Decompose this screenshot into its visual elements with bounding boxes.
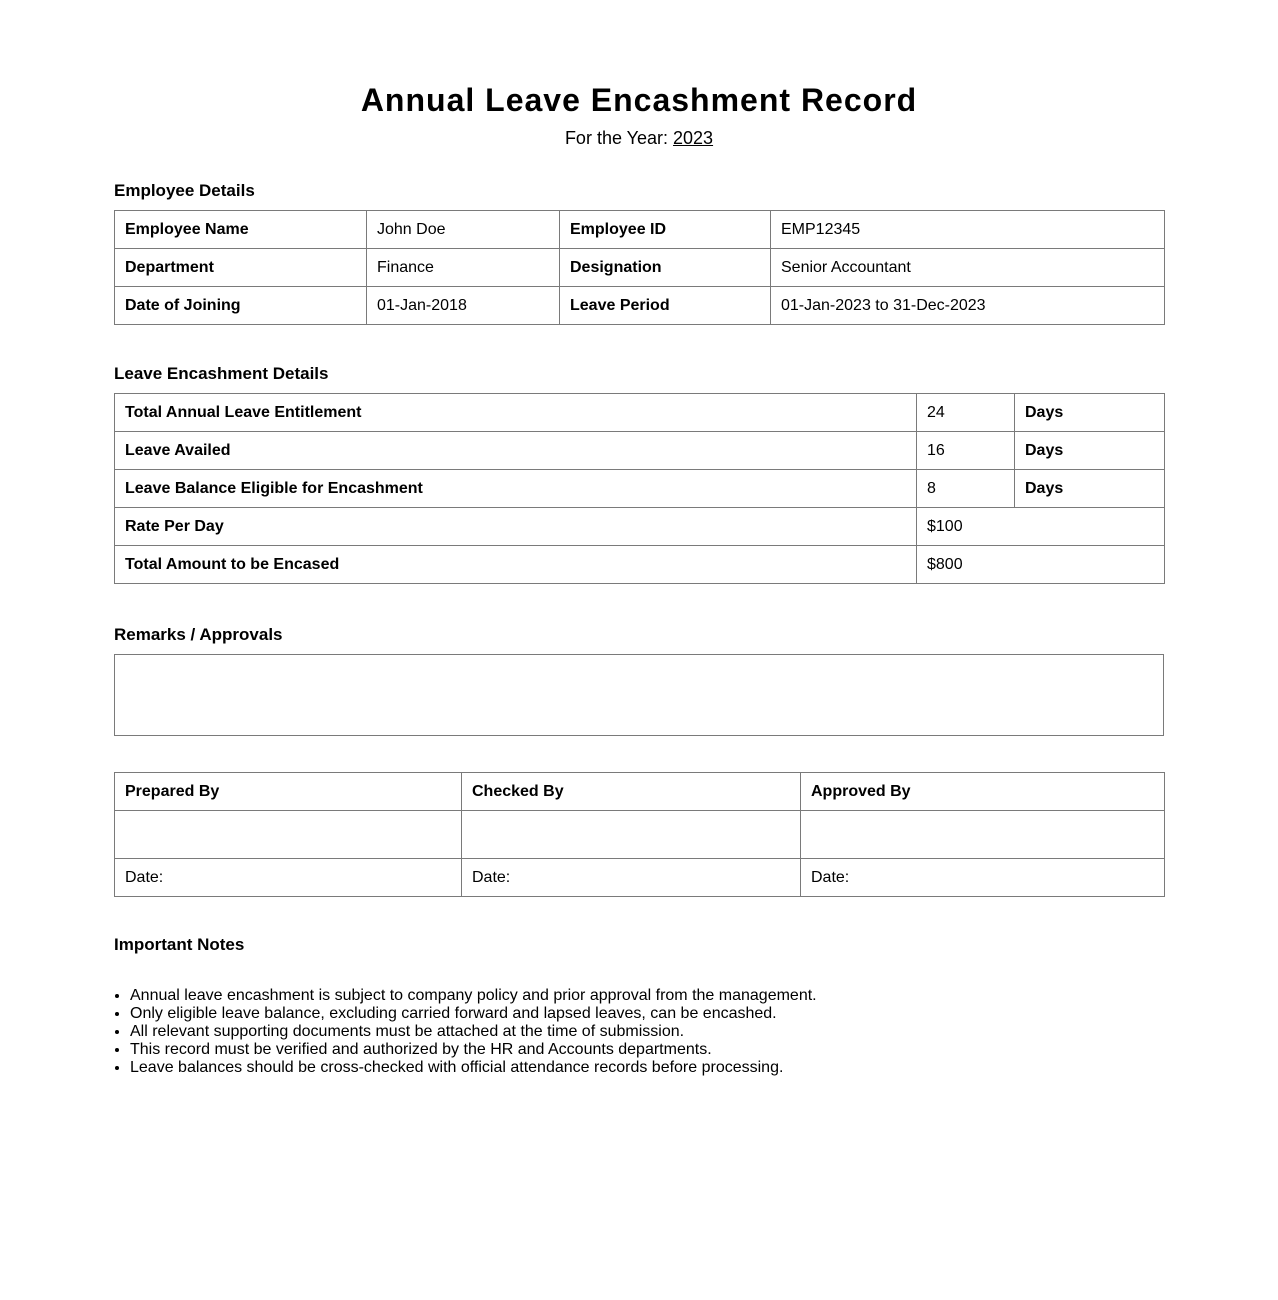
list-item: • Annual leave encashment is subject to company policy and prior approval from the management.	[130, 987, 1180, 1005]
table-row	[115, 811, 1165, 859]
designation-label: Designation	[560, 249, 771, 287]
table-row	[115, 394, 1165, 432]
employee-id-value: EMP12345	[771, 211, 1165, 249]
leave-period-label: Leave Period	[560, 287, 771, 325]
table-row	[115, 546, 1165, 584]
department-label: Department	[115, 249, 367, 287]
subtitle-year: 2023	[673, 128, 714, 148]
remarks-heading: Remarks / Approvals	[114, 625, 283, 644]
leave-availed-label: Leave Availed	[115, 432, 917, 470]
leave-period-value: 01-Jan-2023 to 31-Dec-2023	[771, 287, 1165, 325]
table-row	[115, 470, 1165, 508]
checked-by-label: Checked By	[462, 773, 801, 811]
total-entitlement-label: Total Annual Leave Entitlement	[115, 394, 917, 432]
table-row	[115, 287, 1165, 325]
list-item: • Leave balances should be cross-checked with official attendance records before processing.	[130, 1059, 1180, 1077]
table-row	[115, 249, 1165, 287]
total-amount-value: $800	[917, 546, 1165, 584]
notes-heading: Important Notes	[114, 935, 245, 954]
table-row	[115, 508, 1165, 546]
rate-per-day-value: $100	[917, 508, 1165, 546]
document-title: Annual Leave Encashment Record	[360, 82, 918, 118]
employee-details-table	[114, 210, 1165, 325]
list-item: • All relevant supporting documents must be attached at the time of submission.	[130, 1023, 1180, 1041]
document-subtitle	[0, 126, 1278, 150]
notes-list	[114, 987, 1180, 1077]
encashment-details-table	[114, 393, 1165, 584]
department-value: Finance	[367, 249, 560, 287]
prepared-by-date: Date:	[115, 859, 462, 897]
total-entitlement-unit: Days	[1015, 394, 1165, 432]
total-amount-label: Total Amount to be Encased	[115, 546, 917, 584]
employee-name-label: Employee Name	[115, 211, 367, 249]
employee-details-heading: Employee Details	[114, 181, 255, 200]
leave-balance-unit: Days	[1015, 470, 1165, 508]
prepared-by-label: Prepared By	[115, 773, 462, 811]
approved-by-label: Approved By	[801, 773, 1165, 811]
employee-id-label: Employee ID	[560, 211, 771, 249]
table-row	[115, 432, 1165, 470]
list-item: • Only eligible leave balance, excluding carried forward and lapsed leaves, can be encashed.	[130, 1005, 1180, 1023]
signoff-table	[114, 772, 1165, 897]
list-item: • This record must be verified and authorized by the HR and Accounts departments.	[130, 1041, 1180, 1059]
subtitle-prefix: For the Year:	[564, 128, 674, 148]
checked-by-date: Date:	[462, 859, 801, 897]
remarks-field[interactable]	[114, 654, 1164, 736]
checked-by-signature[interactable]	[462, 811, 801, 859]
table-row	[115, 859, 1165, 897]
date-of-joining-label: Date of Joining	[115, 287, 367, 325]
leave-balance-value: 8	[917, 470, 1015, 508]
leave-availed-value: 16	[917, 432, 1015, 470]
total-entitlement-value: 24	[917, 394, 1015, 432]
table-row	[115, 211, 1165, 249]
leave-availed-unit: Days	[1015, 432, 1165, 470]
rate-per-day-label: Rate Per Day	[115, 508, 917, 546]
approved-by-date: Date:	[801, 859, 1165, 897]
prepared-by-signature[interactable]	[115, 811, 462, 859]
designation-value: Senior Accountant	[771, 249, 1165, 287]
employee-name-value: John Doe	[367, 211, 560, 249]
leave-balance-label: Leave Balance Eligible for Encashment	[115, 470, 917, 508]
encashment-details-heading: Leave Encashment Details	[114, 364, 329, 383]
approved-by-signature[interactable]	[801, 811, 1165, 859]
table-row	[115, 773, 1165, 811]
date-of-joining-value: 01-Jan-2018	[367, 287, 560, 325]
